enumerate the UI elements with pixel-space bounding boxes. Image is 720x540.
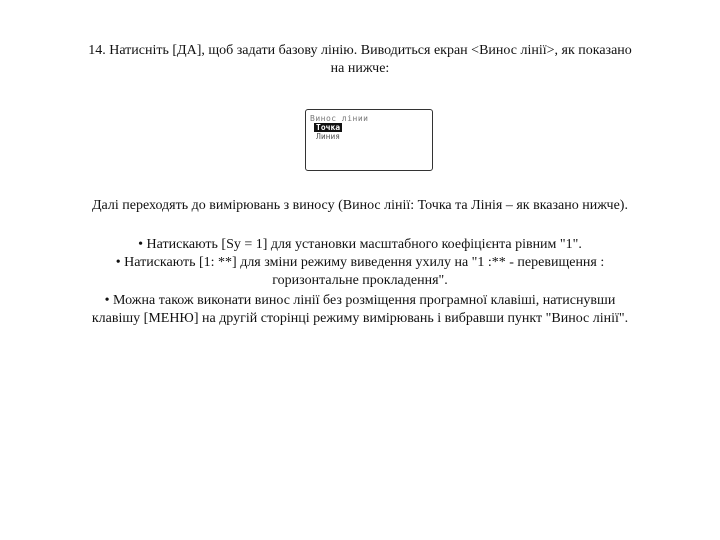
lcd-screen-image	[305, 109, 433, 171]
bullet-menu-access-line-2: клавішу [МЕНЮ] на другій сторінці режиму вимірювань і вибравши пункт "Винос лінії".	[91, 311, 629, 326]
step-instruction-line-2: на нижче:	[330, 61, 390, 76]
bullet-slope-mode-line-1: • Натискають [1: **] для зміни режиму виведення ухилу на "1 :** - перевищення :	[115, 255, 605, 270]
lcd-option-point-selected: Точка	[316, 123, 341, 132]
intro-paragraph: Далі переходять до вимірювань з виносу (Винос лінії: Точка та Лінія – як вказано нижче).	[92, 198, 628, 213]
bullet-scale-factor: • Натискають [Sy = 1] для установки масштабного коефіцієнта рівним "1".	[138, 237, 582, 252]
lcd-screen-title: Винос лінии	[310, 114, 369, 123]
bullet-slope-mode-line-2: горизонтальне прокладення".	[272, 273, 448, 288]
bullet-menu-access-line-1: • Можна також виконати винос лінії без розміщення програмної клавіші, натиснувши	[104, 293, 616, 308]
lcd-option-line: Линия	[316, 132, 341, 141]
step-instruction-line-1: 14. Натисніть [ДА], щоб задати базову лінію. Виводиться екран <Винос лінії>, як показано	[88, 43, 632, 58]
